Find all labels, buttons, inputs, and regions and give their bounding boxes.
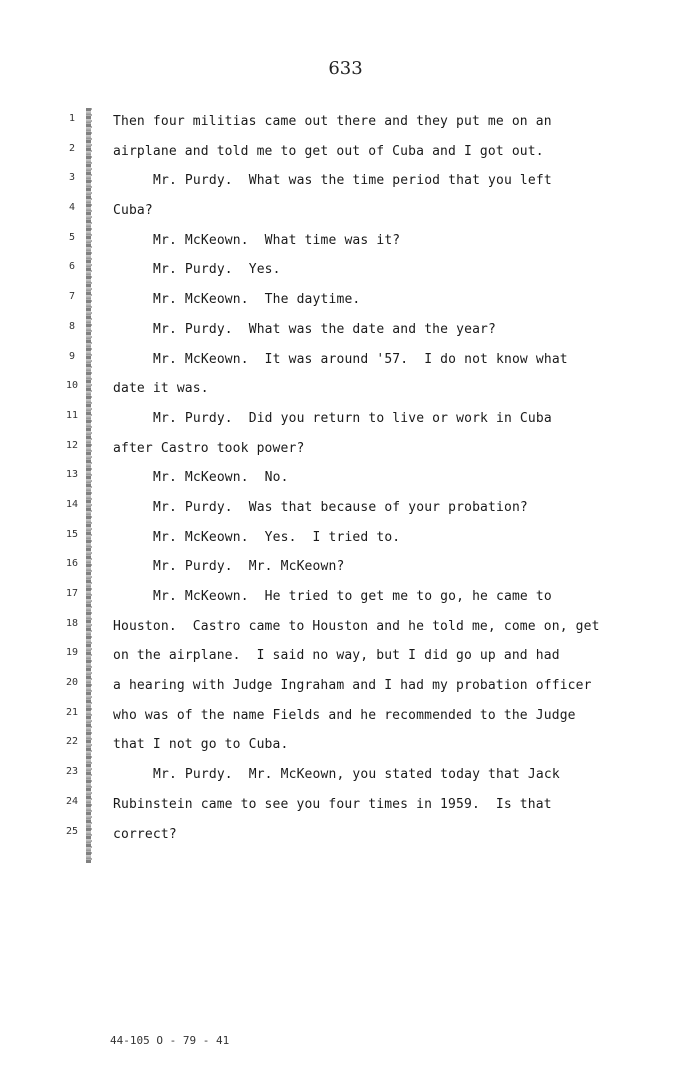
line-number: 7 <box>68 291 76 303</box>
line-number: 11 <box>65 409 79 421</box>
line-number: 2 <box>68 142 76 154</box>
line-text: Mr. Purdy. Yes. <box>153 262 281 278</box>
transcript-line <box>0 138 691 168</box>
transcript-line <box>0 227 691 257</box>
line-number: 25 <box>65 825 79 837</box>
line-number: 20 <box>65 677 79 689</box>
line-number: 10 <box>65 380 79 392</box>
line-number: 12 <box>65 439 79 451</box>
transcript-line <box>0 702 691 732</box>
line-text: Mr. Purdy. Was that because of your probation? <box>153 499 528 515</box>
line-number: 5 <box>68 231 76 243</box>
line-number: 23 <box>65 766 79 778</box>
line-text: date it was. <box>113 381 209 397</box>
transcript-line <box>0 583 691 613</box>
line-number: 17 <box>65 588 79 599</box>
line-number: 16 <box>65 558 79 570</box>
transcript-line <box>0 613 691 643</box>
line-text: Mr. McKeown. No. <box>153 470 289 486</box>
line-text: Mr. Purdy. Mr. McKeown? <box>153 559 345 575</box>
transcript-line <box>0 642 691 672</box>
transcript-line <box>0 316 691 346</box>
line-number: 21 <box>65 706 79 718</box>
line-text: Mr. Purdy. What was the time period that you left <box>153 173 552 189</box>
line-text: Mr. McKeown. He tried to get me to go, he came to <box>153 589 552 604</box>
transcript-line <box>0 167 691 197</box>
transcript-line <box>0 464 691 494</box>
transcript-line <box>0 435 691 465</box>
line-text: who was of the name Fields and he recommended to the Judge <box>113 707 576 723</box>
line-number: 14 <box>65 498 79 510</box>
line-text: correct? <box>113 826 177 842</box>
transcript-line <box>0 761 691 791</box>
line-number: 8 <box>68 320 76 332</box>
line-number: 15 <box>65 528 79 540</box>
line-text: Mr. Purdy. What was the date and the year? <box>153 321 496 337</box>
transcript-line <box>0 346 691 376</box>
transcript-line <box>0 524 691 554</box>
transcript-line <box>0 553 691 583</box>
line-text: Mr. McKeown. The daytime. <box>153 292 361 308</box>
line-text: on the airplane. I said no way, but I did go up and had <box>113 648 560 664</box>
line-number: 18 <box>65 617 79 629</box>
line-text: Then four militias came out there and they put me on an <box>113 114 552 129</box>
line-number: 1 <box>68 113 76 124</box>
transcript-line <box>0 672 691 702</box>
transcript-line <box>0 821 691 851</box>
line-text: Mr. Purdy. Mr. McKeown, you stated today that Jack <box>153 767 560 783</box>
line-text: that I not go to Cuba. <box>113 737 289 753</box>
transcript-line <box>0 108 691 138</box>
page-number: 633 <box>328 58 363 79</box>
transcript-line <box>0 375 691 405</box>
transcript-line <box>0 494 691 524</box>
transcript-body <box>0 108 691 850</box>
line-text: after Castro took power? <box>113 440 305 456</box>
line-number: 3 <box>68 172 76 184</box>
line-text: a hearing with Judge Ingraham and I had my probation officer <box>113 678 592 694</box>
line-text: Mr. McKeown. It was around '57. I do not know what <box>153 351 568 367</box>
transcript-line <box>0 286 691 316</box>
footer-print-code: 44-105 O - 79 - 41 <box>110 1034 230 1047</box>
line-number: 24 <box>65 795 79 807</box>
line-text: Mr. McKeown. Yes. I tried to. <box>153 529 401 545</box>
transcript-line <box>0 197 691 227</box>
transcript-line <box>0 405 691 435</box>
transcript-line <box>0 731 691 761</box>
line-number: 4 <box>68 202 76 214</box>
line-number: 13 <box>65 469 79 481</box>
line-text: Mr. Purdy. Did you return to live or work in Cuba <box>153 410 552 426</box>
line-text: Rubinstein came to see you four times in 1959. Is that <box>113 796 552 812</box>
line-text: Mr. McKeown. What time was it? <box>153 232 401 248</box>
line-number: 22 <box>65 736 79 748</box>
transcript-line <box>0 256 691 286</box>
transcript-line <box>0 791 691 821</box>
line-text: Houston. Castro came to Houston and he told me, come on, get <box>113 618 600 634</box>
line-text: airplane and told me to get out of Cuba and I got out. <box>113 143 544 159</box>
line-text: Cuba? <box>113 203 153 219</box>
line-number: 19 <box>65 647 79 659</box>
line-number: 9 <box>68 350 76 362</box>
line-number: 6 <box>68 261 76 273</box>
